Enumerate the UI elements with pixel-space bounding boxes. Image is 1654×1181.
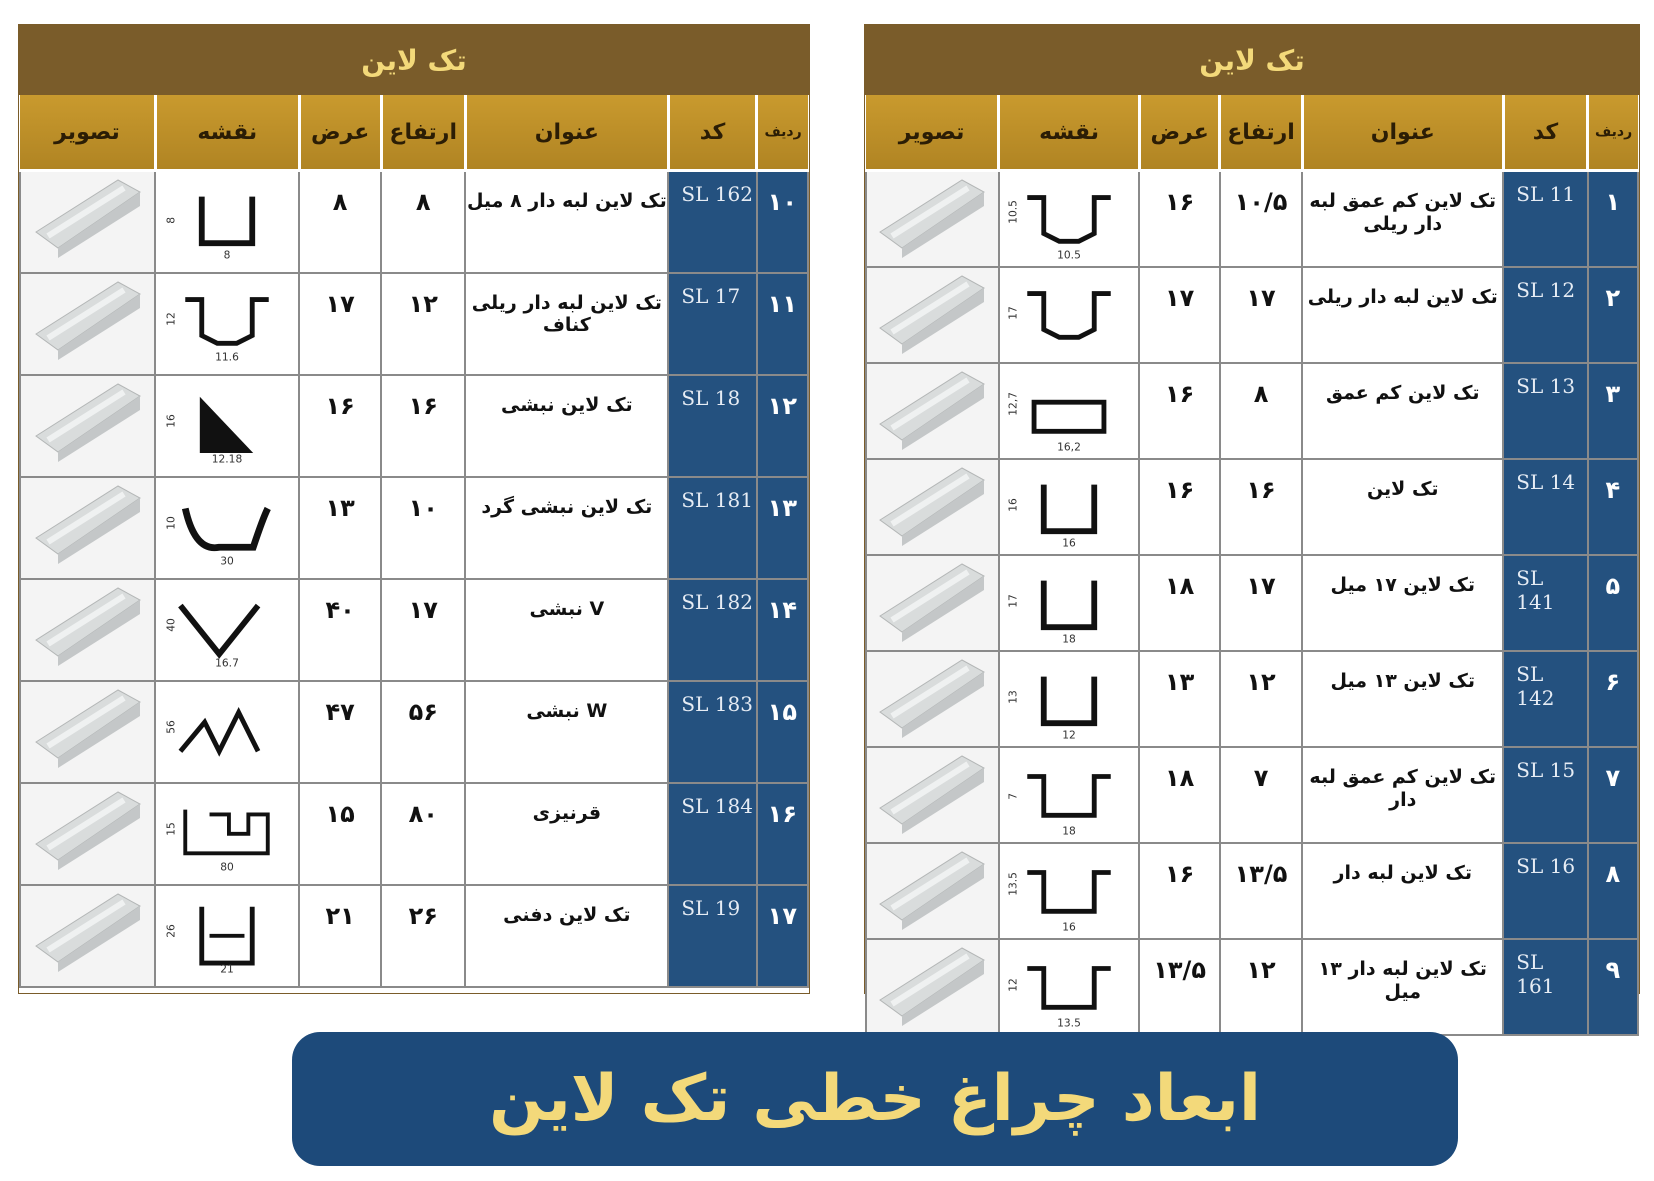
name-cell: تک لاین ۱۷ میل [1302, 555, 1503, 651]
svg-text:12.18: 12.18 [211, 452, 243, 466]
code-cell: SL 15 [1503, 747, 1587, 843]
name-cell: تک لاین لبه دار ریلی [1302, 267, 1503, 363]
profile-photo-icon [21, 784, 154, 870]
height-cell: ۱۰ [381, 477, 465, 579]
width-cell: ۱۶ [1139, 843, 1219, 939]
table-row [20, 681, 808, 783]
profile-photo-icon [21, 478, 154, 564]
shallow-drawing-icon [1000, 364, 1139, 458]
photo-cell [20, 681, 155, 783]
table-row [20, 273, 808, 375]
svg-text:16: 16 [1062, 920, 1076, 934]
round-corner-drawing-icon [156, 478, 298, 572]
drawing-cell [999, 843, 1140, 939]
name-cell: تک لاین نبشی [465, 375, 668, 477]
width-cell: ۱۵ [299, 783, 381, 885]
drawing-cell [155, 375, 299, 477]
rowid-cell: ۲ [1588, 267, 1638, 363]
profile-table-right [864, 24, 1640, 1030]
profile-photo-icon [21, 274, 154, 360]
v-drawing-icon [156, 580, 298, 674]
height-cell: ۸ [1220, 363, 1302, 459]
profile-photo-icon [867, 460, 998, 546]
u-profile-drawing-icon [156, 172, 298, 266]
photo-cell [866, 843, 999, 939]
header-width: عرض [1139, 95, 1219, 171]
table-row [20, 579, 808, 681]
profile-photo-icon [21, 886, 154, 972]
photo-cell [866, 267, 999, 363]
header-name: عنوان [1302, 95, 1503, 171]
svg-text:10: 10 [164, 515, 178, 530]
rowid-cell: ۹ [1588, 939, 1638, 1035]
drawing-cell [155, 885, 299, 987]
header-name: عنوان [465, 95, 668, 171]
rowid-cell: ۱۲ [757, 375, 808, 477]
photo-cell [20, 375, 155, 477]
photo-cell [866, 459, 999, 555]
svg-text:18: 18 [1062, 632, 1076, 646]
w-drawing-icon [156, 682, 298, 776]
table-row [20, 171, 808, 273]
drawing-cell [155, 681, 299, 783]
width-cell: ۱۸ [1139, 555, 1219, 651]
svg-text:16: 16 [164, 413, 178, 428]
drawing-cell [999, 939, 1140, 1035]
photo-cell [866, 363, 999, 459]
rowid-cell: ۱۱ [757, 273, 808, 375]
photo-cell [20, 171, 155, 273]
height-cell: ۱۷ [381, 579, 465, 681]
svg-text:40: 40 [164, 617, 178, 632]
drawing-cell [999, 651, 1140, 747]
flanged-rail-drawing-icon [1000, 172, 1139, 266]
name-cell: تک لاین کم عمق لبه دار [1302, 747, 1503, 843]
code-cell: SL 183 [668, 681, 756, 783]
height-cell: ۱۲ [381, 273, 465, 375]
drawing-cell [155, 579, 299, 681]
width-cell: ۴۷ [299, 681, 381, 783]
drawing-cell [999, 363, 1140, 459]
table-row [866, 459, 1638, 555]
table-row [866, 363, 1638, 459]
name-cell: نبشی V [465, 579, 668, 681]
name-cell: تک لاین نبشی گرد [465, 477, 668, 579]
photo-cell [20, 273, 155, 375]
width-cell: ۱۶ [1139, 363, 1219, 459]
code-cell: SL 11 [1503, 171, 1587, 268]
table-row [866, 843, 1638, 939]
width-cell: ۲۱ [299, 885, 381, 987]
name-cell: تک لاین کم عمق لبه دار ریلی [1302, 171, 1503, 268]
photo-cell [20, 885, 155, 987]
code-cell: SL 181 [668, 477, 756, 579]
svg-text:56: 56 [164, 719, 178, 734]
code-cell: SL 162 [668, 171, 756, 273]
photo-cell [20, 783, 155, 885]
rowid-cell: ۳ [1588, 363, 1638, 459]
height-cell: ۸ [381, 171, 465, 273]
name-cell: تک لاین دفنی [465, 885, 668, 987]
profile-photo-icon [867, 364, 998, 450]
profile-photo-icon [867, 172, 998, 258]
drawing-cell [999, 555, 1140, 651]
code-cell: SL 18 [668, 375, 756, 477]
rowid-cell: ۱۷ [757, 885, 808, 987]
photo-cell [866, 171, 999, 268]
width-cell: ۱۶ [1139, 459, 1219, 555]
table-row [866, 171, 1638, 268]
u-profile-drawing-icon [1000, 460, 1139, 554]
profile-photo-icon [21, 580, 154, 666]
header-height: ارتفاع [1220, 95, 1302, 171]
photo-cell [20, 579, 155, 681]
header-rowid: ردیف [757, 95, 808, 171]
footer-banner [292, 1032, 1458, 1166]
header-rowid: ردیف [1588, 95, 1638, 171]
width-cell: ۱۷ [299, 273, 381, 375]
drawing-cell [155, 273, 299, 375]
spec-table [19, 95, 809, 988]
header-drawing: نقشه [999, 95, 1140, 171]
header-code: کد [668, 95, 756, 171]
profile-table-left [18, 24, 810, 994]
code-cell: SL 17 [668, 273, 756, 375]
width-cell: ۱۳ [299, 477, 381, 579]
svg-text:8: 8 [164, 217, 178, 224]
svg-text:18: 18 [1062, 824, 1076, 838]
photo-cell [866, 555, 999, 651]
width-cell: ۴۰ [299, 579, 381, 681]
rowid-cell: ۷ [1588, 747, 1638, 843]
width-cell: ۱۶ [1139, 171, 1219, 268]
svg-text:13.5: 13.5 [1006, 872, 1020, 896]
svg-text:8: 8 [223, 248, 231, 262]
drawing-cell [999, 171, 1140, 268]
rowid-cell: ۶ [1588, 651, 1638, 747]
u-profile-drawing-icon [1000, 652, 1139, 746]
header-photo: تصویر [20, 95, 155, 171]
corner-drawing-icon [156, 376, 298, 470]
drawing-cell [999, 459, 1140, 555]
svg-text:16: 16 [1062, 536, 1076, 550]
svg-text:12: 12 [1062, 728, 1076, 742]
rowid-cell: ۴ [1588, 459, 1638, 555]
height-cell: ۱۷ [1220, 267, 1302, 363]
svg-text:21: 21 [220, 962, 235, 976]
table-row [866, 939, 1638, 1035]
code-cell: SL 161 [1503, 939, 1587, 1035]
rowid-cell: ۱۶ [757, 783, 808, 885]
profile-photo-icon [21, 172, 154, 258]
code-cell: SL 16 [1503, 843, 1587, 939]
svg-text:12,7: 12,7 [1006, 392, 1020, 416]
name-cell: تک لاین لبه دار ۱۳ میل [1302, 939, 1503, 1035]
svg-text:13.5: 13.5 [1057, 1016, 1081, 1030]
profile-photo-icon [21, 376, 154, 462]
profile-photo-icon [867, 556, 998, 642]
table-row [20, 375, 808, 477]
table-row [866, 267, 1638, 363]
flanged-rail-drawing-icon [156, 274, 298, 368]
height-cell: ۱۲ [1220, 939, 1302, 1035]
code-cell: SL 12 [1503, 267, 1587, 363]
height-cell: ۱۰/۵ [1220, 171, 1302, 268]
rowid-cell: ۸ [1588, 843, 1638, 939]
width-cell: ۱۶ [299, 375, 381, 477]
height-cell: ۱۶ [1220, 459, 1302, 555]
svg-text:16.7: 16.7 [215, 656, 240, 670]
height-cell: ۱۳/۵ [1220, 843, 1302, 939]
width-cell: ۱۳/۵ [1139, 939, 1219, 1035]
photo-cell [866, 939, 999, 1035]
rowid-cell: ۱۵ [757, 681, 808, 783]
table-row [866, 747, 1638, 843]
header-width: عرض [299, 95, 381, 171]
drawing-cell [155, 171, 299, 273]
name-cell: تک لاین کم عمق [1302, 363, 1503, 459]
svg-text:11.6: 11.6 [215, 350, 240, 364]
header-height: ارتفاع [381, 95, 465, 171]
svg-text:26: 26 [164, 923, 178, 938]
drawing-cell [155, 783, 299, 885]
code-cell: SL 19 [668, 885, 756, 987]
svg-text:12: 12 [1006, 978, 1020, 992]
table-title: تک لاین [19, 25, 809, 95]
drawing-cell [999, 267, 1140, 363]
height-cell: ۱۶ [381, 375, 465, 477]
width-cell: ۸ [299, 171, 381, 273]
photo-cell [20, 477, 155, 579]
footer-title: ابعاد چراغ خطی تک لاین [489, 1062, 1261, 1136]
svg-text:16: 16 [1006, 498, 1020, 512]
code-cell: SL 182 [668, 579, 756, 681]
header-drawing: نقشه [155, 95, 299, 171]
svg-text:12: 12 [164, 311, 178, 326]
svg-text:80: 80 [220, 860, 235, 874]
profile-photo-icon [21, 682, 154, 768]
svg-text:16,2: 16,2 [1057, 440, 1081, 454]
width-cell: ۱۳ [1139, 651, 1219, 747]
table-row [20, 783, 808, 885]
height-cell: ۲۶ [381, 885, 465, 987]
height-cell: ۱۷ [1220, 555, 1302, 651]
height-cell: ۸۰ [381, 783, 465, 885]
flanged-drawing-icon [1000, 748, 1139, 842]
code-cell: SL 141 [1503, 555, 1587, 651]
drawing-cell [155, 477, 299, 579]
profile-photo-icon [867, 268, 998, 354]
svg-text:13: 13 [1006, 690, 1020, 704]
u-profile-drawing-icon [1000, 556, 1139, 650]
skirting-drawing-icon [156, 784, 298, 878]
profile-photo-icon [867, 652, 998, 738]
profile-photo-icon [867, 748, 998, 834]
name-cell: تک لاین [1302, 459, 1503, 555]
profile-photo-icon [867, 844, 998, 930]
flanged-drawing-icon [1000, 940, 1139, 1034]
header-photo: تصویر [866, 95, 999, 171]
table-title: تک لاین [865, 25, 1639, 95]
name-cell: تک لاین لبه دار ۸ میل [465, 171, 668, 273]
profile-photo-icon [867, 940, 998, 1026]
table-row [20, 477, 808, 579]
rowid-cell: ۱۴ [757, 579, 808, 681]
name-cell: تک لاین لبه دار [1302, 843, 1503, 939]
svg-text:17: 17 [1006, 306, 1020, 320]
name-cell: تک لاین لبه دار ریلی کناف [465, 273, 668, 375]
svg-text:7: 7 [1006, 793, 1020, 800]
table-row [866, 555, 1638, 651]
height-cell: ۱۲ [1220, 651, 1302, 747]
spec-table [865, 95, 1639, 1036]
code-cell: SL 142 [1503, 651, 1587, 747]
name-cell: تک لاین ۱۳ میل [1302, 651, 1503, 747]
rowid-cell: ۱۳ [757, 477, 808, 579]
table-row [20, 885, 808, 987]
photo-cell [866, 651, 999, 747]
table-row [866, 651, 1638, 747]
rowid-cell: ۱ [1588, 171, 1638, 268]
flanged-rail-drawing-icon [1000, 268, 1139, 362]
recessed-drawing-icon [156, 886, 298, 980]
name-cell: قرنیزی [465, 783, 668, 885]
svg-text:17: 17 [1006, 594, 1020, 608]
code-cell: SL 14 [1503, 459, 1587, 555]
svg-text:10.5: 10.5 [1006, 200, 1020, 224]
rowid-cell: ۵ [1588, 555, 1638, 651]
width-cell: ۱۷ [1139, 267, 1219, 363]
rowid-cell: ۱۰ [757, 171, 808, 273]
photo-cell [866, 747, 999, 843]
height-cell: ۵۶ [381, 681, 465, 783]
width-cell: ۱۸ [1139, 747, 1219, 843]
header-code: کد [1503, 95, 1587, 171]
svg-text:30: 30 [220, 554, 235, 568]
code-cell: SL 13 [1503, 363, 1587, 459]
name-cell: نبشی W [465, 681, 668, 783]
drawing-cell [999, 747, 1140, 843]
code-cell: SL 184 [668, 783, 756, 885]
svg-text:10.5: 10.5 [1057, 248, 1081, 262]
flanged-drawing-icon [1000, 844, 1139, 938]
svg-text:15: 15 [164, 821, 178, 836]
height-cell: ۷ [1220, 747, 1302, 843]
